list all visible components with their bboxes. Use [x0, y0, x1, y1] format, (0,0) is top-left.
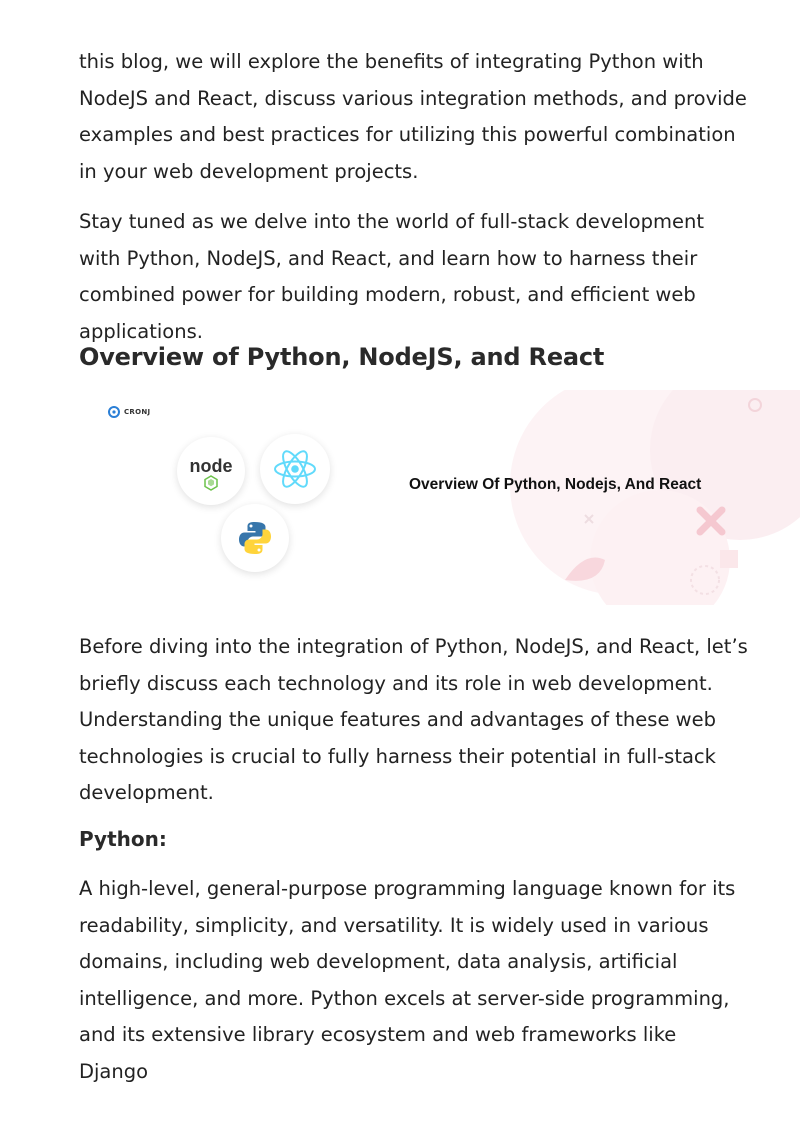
react-logo: [260, 434, 330, 504]
python-icon: [235, 518, 275, 558]
brand-name: CRONJ: [124, 408, 151, 416]
python-paragraph: A high-level, general-purpose programming language known for its readability, simplicity, and versatility. It is widely used in various domains, including web development, data analysis, artificial intelligence, and more. Python excels at server-side programming, and its extensive library ecosystem and web frameworks like Django: [79, 877, 736, 1083]
overview-paragraph: Before diving into the integration of Python, NodeJS, and React, let’s briefly discuss each technology and its role in web development. Understanding the unique features and advantages of these web technologies is crucial to fully harness their potential in full-stack development.: [79, 635, 748, 804]
intro-paragraph-1: this blog, we will explore the benefits of integrating Python with NodeJS and React, discuss various integration methods, and provide examples and best practices for utilizing this powerful combination in your web development projects.: [79, 50, 747, 183]
nodejs-icon: [181, 451, 241, 491]
nodejs-logo: [177, 437, 245, 505]
node-wordmark: node: [189, 456, 233, 476]
react-icon: [272, 448, 318, 490]
python-heading: Python:: [79, 827, 167, 851]
cronj-brand-logo: [108, 406, 150, 418]
banner-title: Overview Of Python, Nodejs, And React: [409, 476, 702, 493]
python-logo: [221, 504, 289, 572]
cronj-logo-icon: [108, 406, 120, 418]
intro-paragraph-2: Stay tuned as we delve into the world of full-stack development with Python, NodeJS, and React, and learn how to harness their combined power for building modern, robust, and efficient web applications.: [79, 210, 704, 343]
overview-banner-image: [100, 390, 800, 605]
overview-heading: Overview of Python, NodeJS, and React: [79, 343, 605, 371]
